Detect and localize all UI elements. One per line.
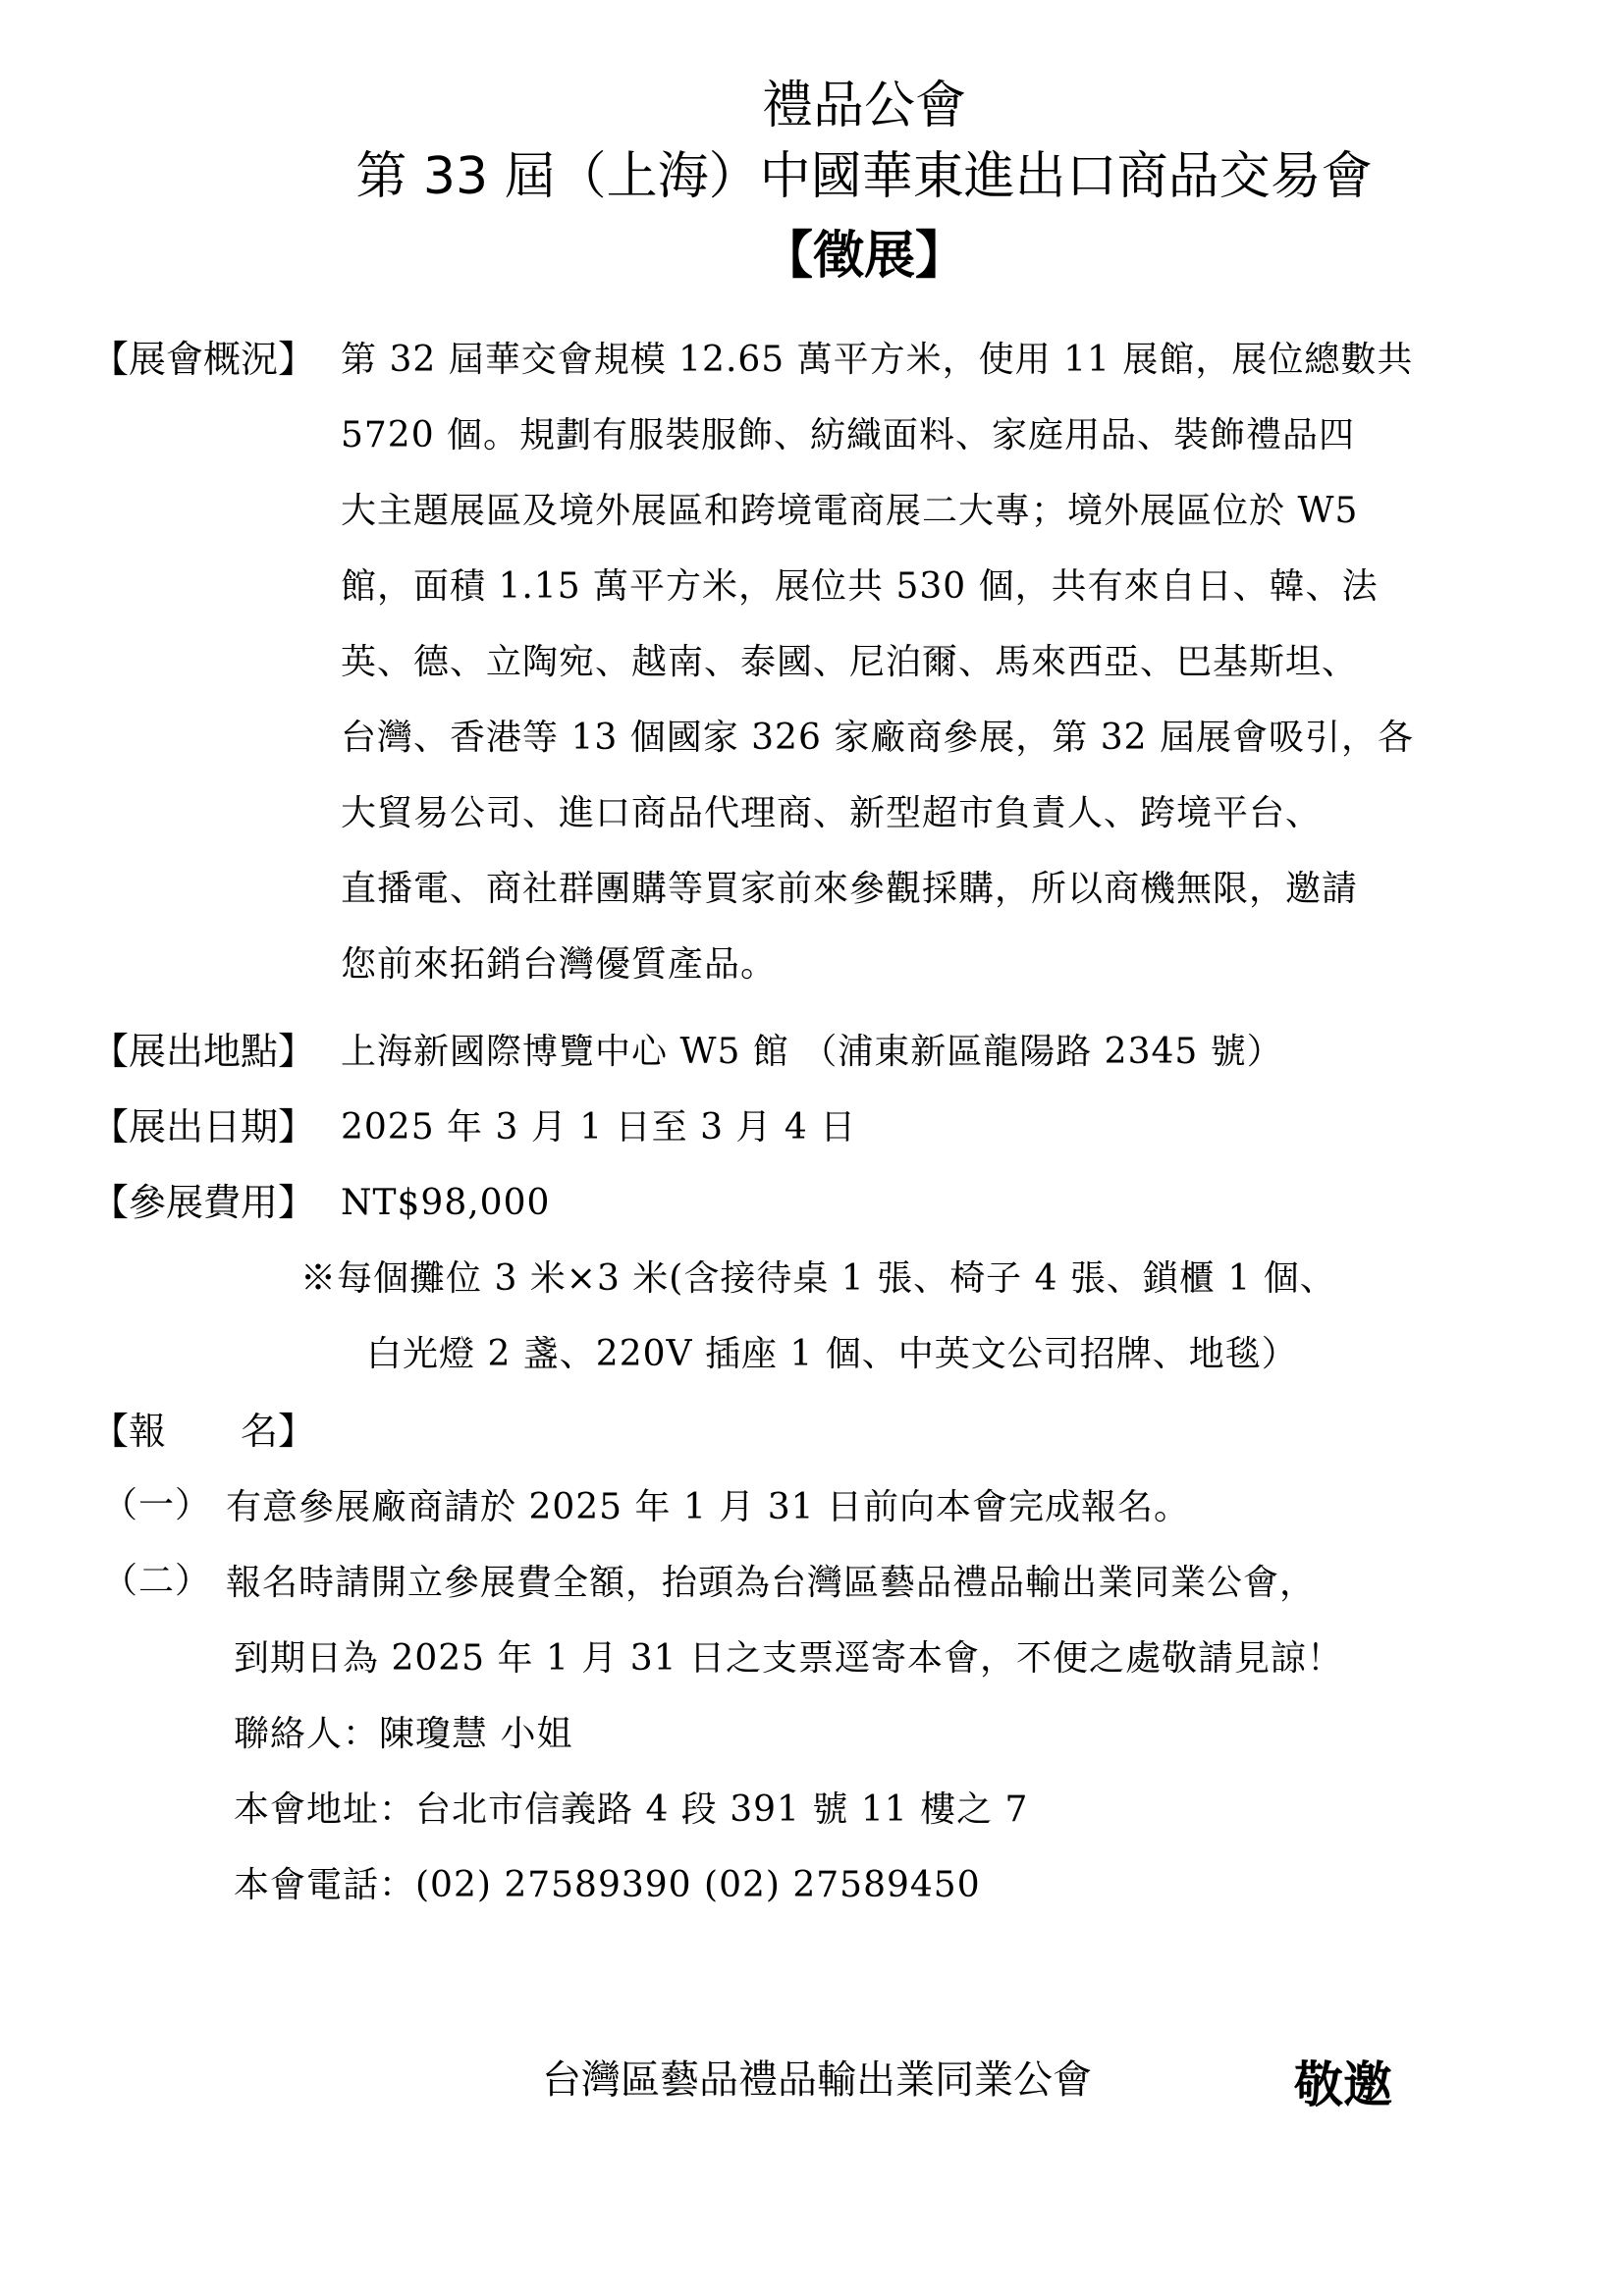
overview-line: 大貿易公司、進口商品代理商、新型超市負責人、跨境平台、 [341,793,1323,833]
overview-line: 館，面積 1.15 萬平方米，展位共 530 個，共有來自日、韓、法 [341,566,1379,607]
dates-label: 【展出日期】 [91,1105,316,1148]
overview-line: 您前來拓銷台灣優質產品。 [341,944,778,985]
overview-label: 【展會概況】 [91,338,316,381]
office-address: 本會地址：台北市信義路 4 段 391 號 11 樓之 7 [234,1789,1029,1830]
fee-value: NT$98,000 [341,1183,551,1223]
header-org: 禮品公會 [761,77,966,135]
registration-label: 【報 名】 [91,1410,316,1453]
office-phone: 本會電話：(02) 27589390 (02) 27589450 [234,1865,981,1905]
overview-line: 5720 個。規劃有服裝服飾、紡織面料、家庭用品、裝飾禮品四 [341,415,1356,455]
signature-closing: 敬邀 [1294,2056,1392,2113]
overview-line: 英、德、立陶宛、越南、泰國、尼泊爾、馬來西亞、巴基斯坦、 [341,642,1359,682]
overview-line: 第 32 屆華交會規模 12.65 萬平方米，使用 11 展館，展位總數共 [341,340,1414,380]
registration-item-marker: （一） [102,1485,212,1525]
fee-note: 白光燈 2 盞、220V 插座 1 個、中英文公司招牌、地毯） [366,1334,1298,1374]
signature-org: 台灣區藝品禮品輸出業同業公會 [542,2057,1092,2103]
fee-note: ※每個攤位 3 米×3 米(含接待桌 1 張、椅子 4 張、鎖櫃 1 個、 [300,1258,1336,1299]
overview-line: 直播電、商社群團購等買家前來參觀採購，所以商機無限，邀請 [341,869,1359,909]
location-label: 【展出地點】 [91,1030,316,1073]
registration-item-text: 報名時請開立參展費全額，抬頭為台灣區藝品禮品輸出業同業公會， [226,1563,1317,1603]
overview-line: 台灣、香港等 13 個國家 326 家廠商參展，第 32 屆展會吸引，各 [341,718,1414,758]
dates-value: 2025 年 3 月 1 日至 3 月 4 日 [341,1107,857,1148]
overview-line: 大主題展區及境外展區和跨境電商展二大專；境外展區位於 W5 [341,491,1359,531]
contact-person: 聯絡人：陳瓊慧 小姐 [234,1714,573,1754]
registration-item-marker: （二） [102,1561,212,1601]
event-title: 第 33 屆（上海）中國華東進出口商品交易會 [355,147,1373,206]
notice-heading: 【徵展】 [761,227,966,286]
registration-item-text: 到期日為 2025 年 1 月 31 日之支票逕寄本會，不便之處敬請見諒！ [234,1638,1343,1679]
fee-label: 【參展費用】 [91,1181,316,1224]
location-value: 上海新國際博覽中心 W5 館 （浦東新區龍陽路 2345 號） [341,1032,1283,1072]
registration-item-text: 有意參展廠商請於 2025 年 1 月 31 日前向本會完成報名。 [226,1487,1190,1527]
